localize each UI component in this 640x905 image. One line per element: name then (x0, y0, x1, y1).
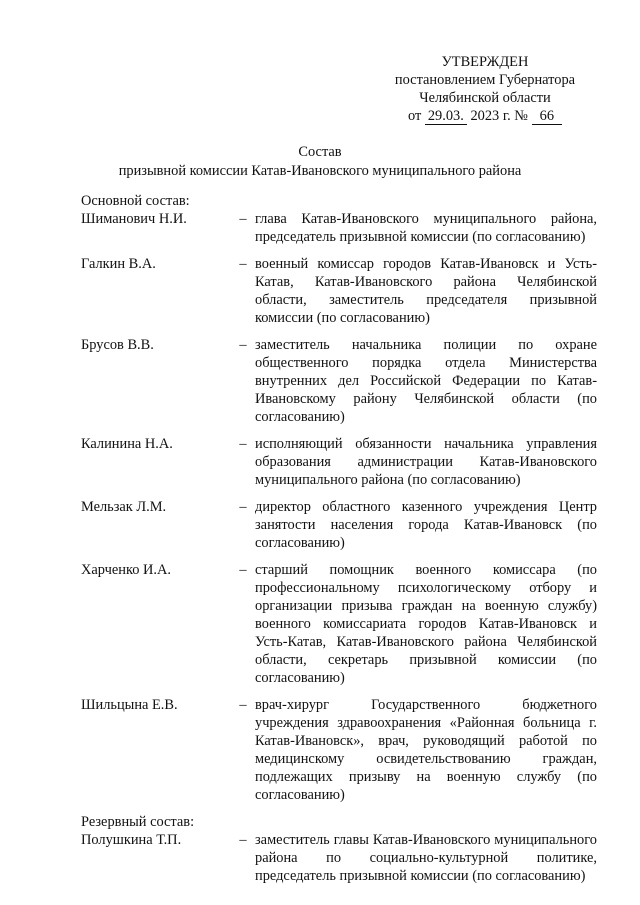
main-section-heading: Основной состав: (81, 193, 190, 209)
member-row (81, 561, 601, 687)
commission-list (81, 192, 601, 885)
member-row (81, 255, 601, 327)
member-name: Харченко И.А. (81, 562, 171, 578)
document-title (40, 143, 600, 181)
member-row (81, 498, 601, 552)
member-name: Брусов В.В. (81, 337, 154, 353)
approval-stamp (360, 53, 610, 125)
approval-date: 29.03. (425, 108, 467, 125)
member-role: глава Катав-Ивановского муниципального района, председатель призывной комиссии (по согласованию) (255, 211, 597, 245)
member-role: врач-хирург Государственного бюджетного учреждения здравоохранения «Районная больница г. Катав-Ивановск», врач, руководящий работой по медицинскому освидетельствованию граждан, подлежащих призыву на военную службу (по согласованию) (255, 697, 597, 803)
approval-number: 66 (532, 108, 562, 125)
member-dash: – (239, 256, 247, 272)
approval-date-line (360, 107, 610, 125)
member-row (81, 336, 601, 426)
approval-decree: постановлением Губернатора (394, 72, 576, 88)
member-row (81, 831, 601, 885)
member-dash: – (239, 211, 247, 227)
reserve-section-heading: Резервный состав: (81, 814, 195, 830)
member-dash: – (239, 337, 247, 353)
member-dash: – (239, 436, 247, 452)
approval-title: УТВЕРЖДЕН (441, 54, 529, 70)
member-role: заместитель начальника полиции по охране общественного порядка отдела Министерства внутренних дел Российской Федерации по Катав-Ивановскому району Челябинской области (по согласованию) (255, 337, 597, 425)
member-name: Шиманович Н.И. (81, 211, 187, 227)
approval-region: Челябинской области (419, 90, 551, 106)
approval-year-label: 2023 г. № (470, 108, 529, 124)
member-name: Мельзак Л.М. (81, 499, 167, 515)
member-role: старший помощник военного комиссара (по профессиональному психологическому отбору и организации призыва граждан на военную службу) военного комиссариата городов Катав-Ивановск и Усть-Катав, Катав-Ивановского района Челябинской области, секретарь призывной комиссии (по согласованию) (255, 562, 597, 686)
member-row (81, 435, 601, 489)
member-role: директор областного казенного учреждения Центр занятости населения города Катав-Ивановск (по согласованию) (255, 499, 597, 551)
member-name: Калинина Н.А. (81, 436, 173, 452)
member-dash: – (239, 832, 247, 848)
member-name: Шильцына Е.В. (81, 697, 178, 713)
member-role: исполняющий обязанности начальника управления образования администрации Катав-Ивановского муниципального района (по согласованию) (255, 436, 597, 488)
title-line-1: Состав (298, 144, 342, 160)
member-row (81, 696, 601, 804)
approval-date-prefix: от (407, 108, 422, 124)
title-line-2: призывной комиссии Катав-Ивановского муниципального района (118, 163, 522, 179)
member-dash: – (239, 562, 247, 578)
member-row (81, 210, 601, 246)
member-dash: – (239, 499, 247, 515)
member-dash: – (239, 697, 247, 713)
member-role: заместитель главы Катав-Ивановского муниципального района по социально-культурной политике, председатель призывной комиссии (по согласованию) (255, 832, 597, 884)
member-name: Полушкина Т.П. (81, 832, 182, 848)
member-name: Галкин В.А. (81, 256, 156, 272)
member-role: военный комиссар городов Катав-Ивановск и Усть-Катав, Катав-Ивановского района Челябинской области, заместитель председателя призывной комиссии (по согласованию) (255, 256, 597, 326)
